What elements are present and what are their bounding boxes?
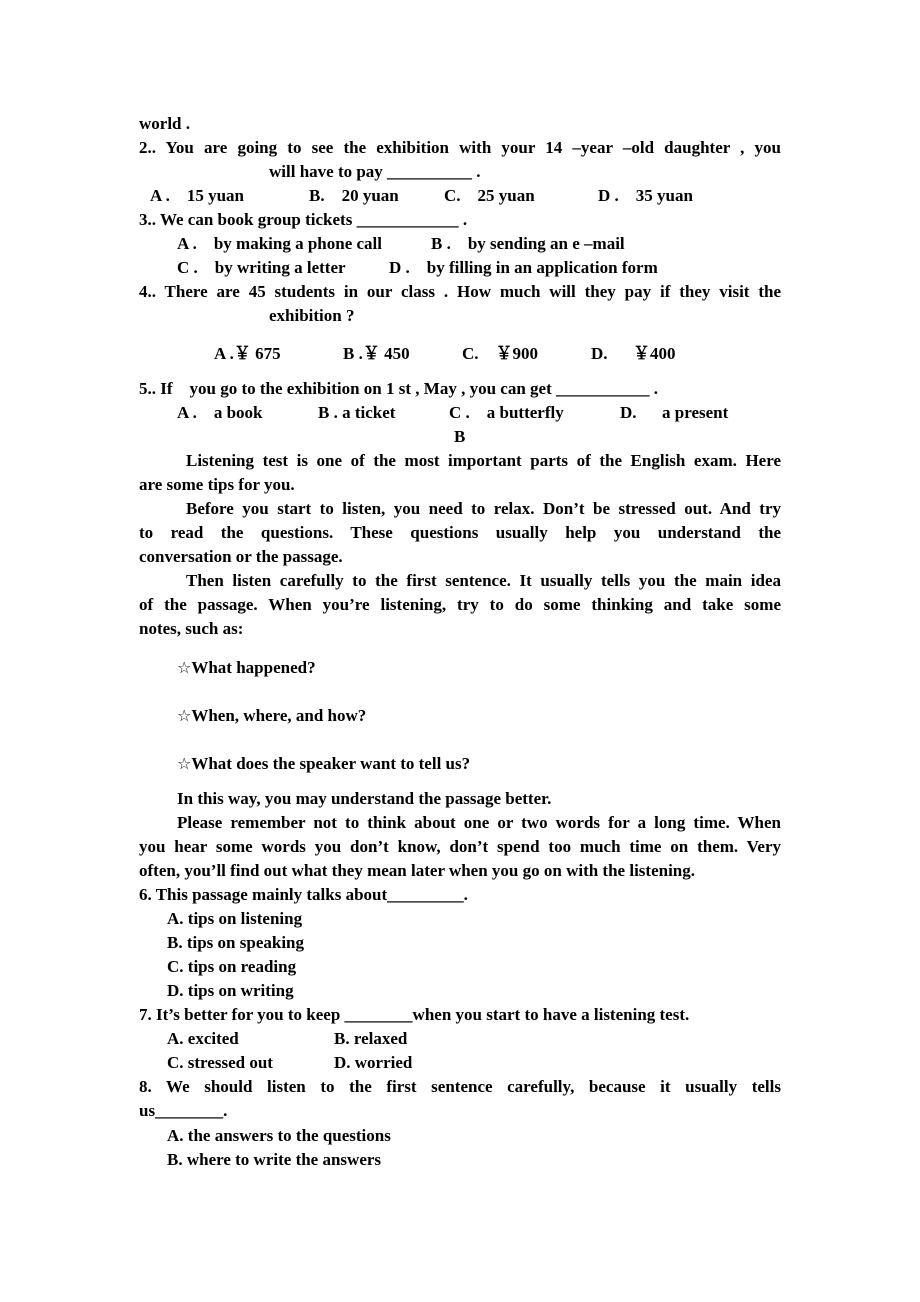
q3-stem: 3.. We can book group tickets ____________ .: [139, 210, 468, 229]
q2-stem-line2: will have to pay __________ .: [269, 162, 481, 181]
q4-stem-line1: 4.. There are 45 students in our class . How much will they pay if they visit the: [139, 282, 781, 301]
q2-option-d: D . 35 yuan: [598, 186, 693, 205]
passage-p1-line1: Listening test is one of the most important parts of the English exam. Here: [186, 451, 781, 470]
passage-p3-line2: of the passage. When you’re listening, try to do some thinking and take some: [139, 595, 781, 614]
q7-option-a: A. excited: [167, 1029, 239, 1048]
q6-option-a: A. tips on listening: [167, 909, 303, 928]
q7-option-d: D. worried: [334, 1053, 413, 1072]
star-icon: ☆: [177, 754, 192, 773]
star-icon: ☆: [177, 658, 192, 677]
passage-p5-line3: often, you’ll find out what they mean later when you go on with the listening.: [139, 861, 695, 880]
passage-p3-line1: Then listen carefully to the first sentence. It usually tells you the main idea: [186, 571, 781, 590]
tip-text: What does the speaker want to tell us?: [191, 754, 471, 773]
star-icon: ☆: [177, 706, 192, 725]
passage-p3-line3: notes, such as:: [139, 619, 244, 638]
q7-stem: 7. It’s better for you to keep ________when you start to have a listening test.: [139, 1005, 690, 1024]
passage-p2-line3: conversation or the passage.: [139, 547, 343, 566]
passage-p1-line2: are some tips for you.: [139, 475, 295, 494]
tip-item: [177, 658, 316, 678]
passage-p2-line1: Before you start to listen, you need to relax. Don’t be stressed out. And try: [186, 499, 781, 518]
q3-option-b: B . by sending an e –mail: [431, 234, 625, 253]
q6-option-b: B. tips on speaking: [167, 933, 304, 952]
q3-option-a: A . by making a phone call: [177, 234, 382, 253]
q8-stem-line1: 8. We should listen to the first sentence carefully, because it usually tells: [139, 1077, 781, 1096]
q2-option-c: C. 25 yuan: [444, 186, 535, 205]
passage-p4: In this way, you may understand the passage better.: [177, 789, 552, 808]
q4-stem-line2: exhibition ?: [269, 306, 355, 325]
q4-option-a: A .￥ 675: [214, 344, 281, 363]
tip-item: [177, 754, 470, 774]
q4-option-d: D. ￥400: [591, 344, 676, 363]
q6-stem: 6. This passage mainly talks about_________.: [139, 885, 468, 904]
q4-option-c: C. ￥900: [462, 344, 539, 363]
q5-option-b: B . a ticket: [318, 403, 396, 422]
q5-option-c: C . a butterfly: [449, 403, 564, 422]
q3-option-d: D . by filling in an application form: [389, 258, 658, 277]
passage-p2-line2: to read the questions. These questions usually help you understand the: [139, 523, 781, 542]
q6-option-c: C. tips on reading: [167, 957, 297, 976]
q7-option-c: C. stressed out: [167, 1053, 273, 1072]
q8-stem-line2: us________.: [139, 1101, 228, 1120]
section-b-heading: B: [454, 427, 466, 446]
q8-option-a: A. the answers to the questions: [167, 1126, 391, 1145]
q7-option-b: B. relaxed: [334, 1029, 408, 1048]
q2-option-b: B. 20 yuan: [309, 186, 399, 205]
q2-stem-line1: 2.. You are going to see the exhibition with your 14 –year –old daughter , you: [139, 138, 781, 157]
q8-option-b: B. where to write the answers: [167, 1150, 382, 1169]
tip-text: When, where, and how?: [191, 706, 367, 725]
q5-stem: 5.. If you go to the exhibition on 1 st , May , you can get ___________ .: [139, 379, 658, 398]
q3-option-c: C . by writing a letter: [177, 258, 346, 277]
q5-option-a: A . a book: [177, 403, 263, 422]
tip-item: [177, 706, 366, 726]
q6-option-d: D. tips on writing: [167, 981, 294, 1000]
passage-p5-line1: Please remember not to think about one or two words for a long time. When: [177, 813, 781, 832]
q4-option-b: B .￥ 450: [343, 344, 410, 363]
tip-text: What happened?: [191, 658, 316, 677]
q5-option-d: D. a present: [620, 403, 729, 422]
passage-p5-line2: you hear some words you don’t know, don’t spend too much time on them. Very: [139, 837, 781, 856]
q2-option-a: A . 15 yuan: [150, 186, 244, 205]
intro-line: world .: [139, 114, 190, 133]
